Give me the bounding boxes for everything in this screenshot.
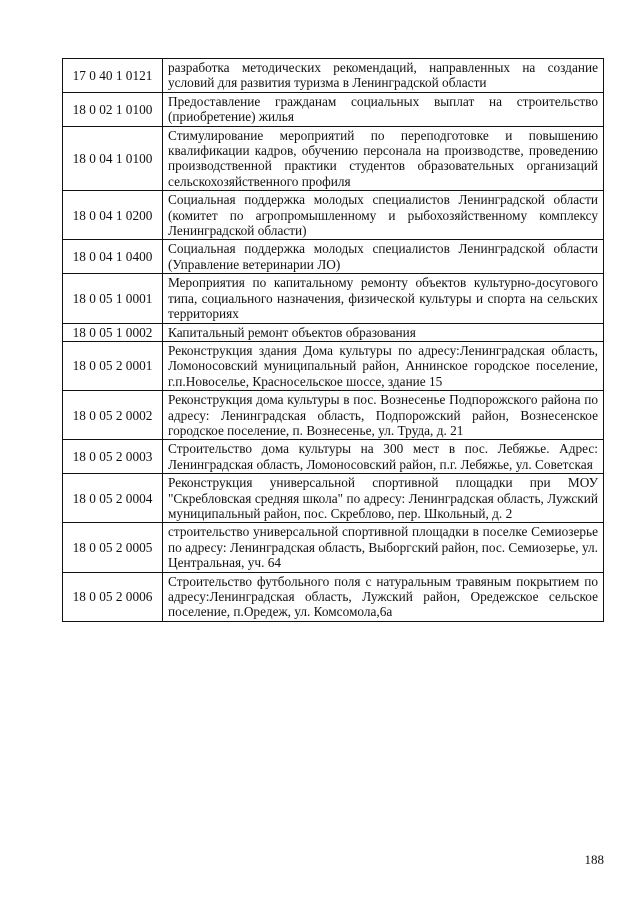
classification-code: 18 0 05 2 0005 bbox=[63, 523, 163, 572]
table-body bbox=[63, 59, 604, 622]
classification-code: 18 0 05 2 0003 bbox=[63, 440, 163, 474]
table-row bbox=[63, 523, 604, 572]
budget-classification-table bbox=[62, 58, 604, 622]
expense-description: Строительство дома культуры на 300 мест в пос. Лебяжье. Адрес: Ленинградская область, Ломоносовский район, п.г. Лебяжье, ул. Советская bbox=[163, 440, 604, 474]
table-row bbox=[63, 191, 604, 240]
table-row bbox=[63, 126, 604, 191]
table-row bbox=[63, 391, 604, 440]
classification-code: 18 0 05 2 0002 bbox=[63, 391, 163, 440]
expense-description: Мероприятия по капитальному ремонту объектов культурно-досугового типа, социального назначения, физической культуры и спорта на сельских территориях bbox=[163, 274, 604, 323]
expense-description: Строительство футбольного поля с натуральным травяным покрытием по адресу:Ленинградская область, Лужский район, Оредежское сельское поселение, п.Оредеж, ул. Комсомола,6а bbox=[163, 572, 604, 621]
classification-code: 18 0 05 1 0002 bbox=[63, 323, 163, 341]
table-row bbox=[63, 240, 604, 274]
classification-code: 18 0 02 1 0100 bbox=[63, 92, 163, 126]
page-number: 188 bbox=[584, 852, 604, 867]
expense-description: Социальная поддержка молодых специалистов Ленинградской области (комитет по агропромышленному и рыбохозяйственному комплексу Ленинградской области) bbox=[163, 191, 604, 240]
classification-code: 18 0 04 1 0400 bbox=[63, 240, 163, 274]
expense-description: Стимулирование мероприятий по переподготовке и повышению квалификации кадров, обучению персонала на производстве, проведению производственной практики студентов образовательных организаций сельскохозяйственного профиля bbox=[163, 126, 604, 191]
table-row bbox=[63, 323, 604, 341]
table-row bbox=[63, 341, 604, 390]
expense-description: разработка методических рекомендаций, направленных на создание условий для развития туризма в Ленинградской области bbox=[163, 59, 604, 93]
classification-code: 18 0 04 1 0200 bbox=[63, 191, 163, 240]
table-row bbox=[63, 440, 604, 474]
classification-code: 18 0 05 2 0004 bbox=[63, 474, 163, 523]
table-row bbox=[63, 59, 604, 93]
expense-description: строительство универсальной спортивной площадки в поселке Семиозерье по адресу: Ленинградская область, Выборгский район, пос. Семиозерье, ул. Центральная, уч. 64 bbox=[163, 523, 604, 572]
classification-code: 18 0 05 2 0006 bbox=[63, 572, 163, 621]
table-row bbox=[63, 474, 604, 523]
expense-description: Реконструкция здания Дома культуры по адресу:Ленинградская область, Ломоносовский муниципальный район, Аннинское городское поселение, г.п.Новоселье, Красносельское шоссе, здание 15 bbox=[163, 341, 604, 390]
classification-code: 17 0 40 1 0121 bbox=[63, 59, 163, 93]
expense-description: Реконструкция универсальной спортивной площадки при МОУ "Скребловская средняя школа" по адресу: Ленинградская область, Лужский муниципальный район, пос. Скреблово, пер. Школьный, д. 2 bbox=[163, 474, 604, 523]
classification-code: 18 0 04 1 0100 bbox=[63, 126, 163, 191]
expense-description: Предоставление гражданам социальных выплат на строительство (приобретение) жилья bbox=[163, 92, 604, 126]
table-row bbox=[63, 92, 604, 126]
classification-code: 18 0 05 1 0001 bbox=[63, 274, 163, 323]
expense-description: Социальная поддержка молодых специалистов Ленинградской области (Управление ветеринарии ЛО) bbox=[163, 240, 604, 274]
table-row bbox=[63, 572, 604, 621]
expense-description: Капитальный ремонт объектов образования bbox=[163, 323, 604, 341]
classification-code: 18 0 05 2 0001 bbox=[63, 341, 163, 390]
table-row bbox=[63, 274, 604, 323]
expense-description: Реконструкция дома культуры в пос. Вознесенье Подпорожского района по адресу: Ленинградская область, Подпорожский район, Вознесенское городское поселение, п. Вознесенье, ул. Труда, д. 21 bbox=[163, 391, 604, 440]
